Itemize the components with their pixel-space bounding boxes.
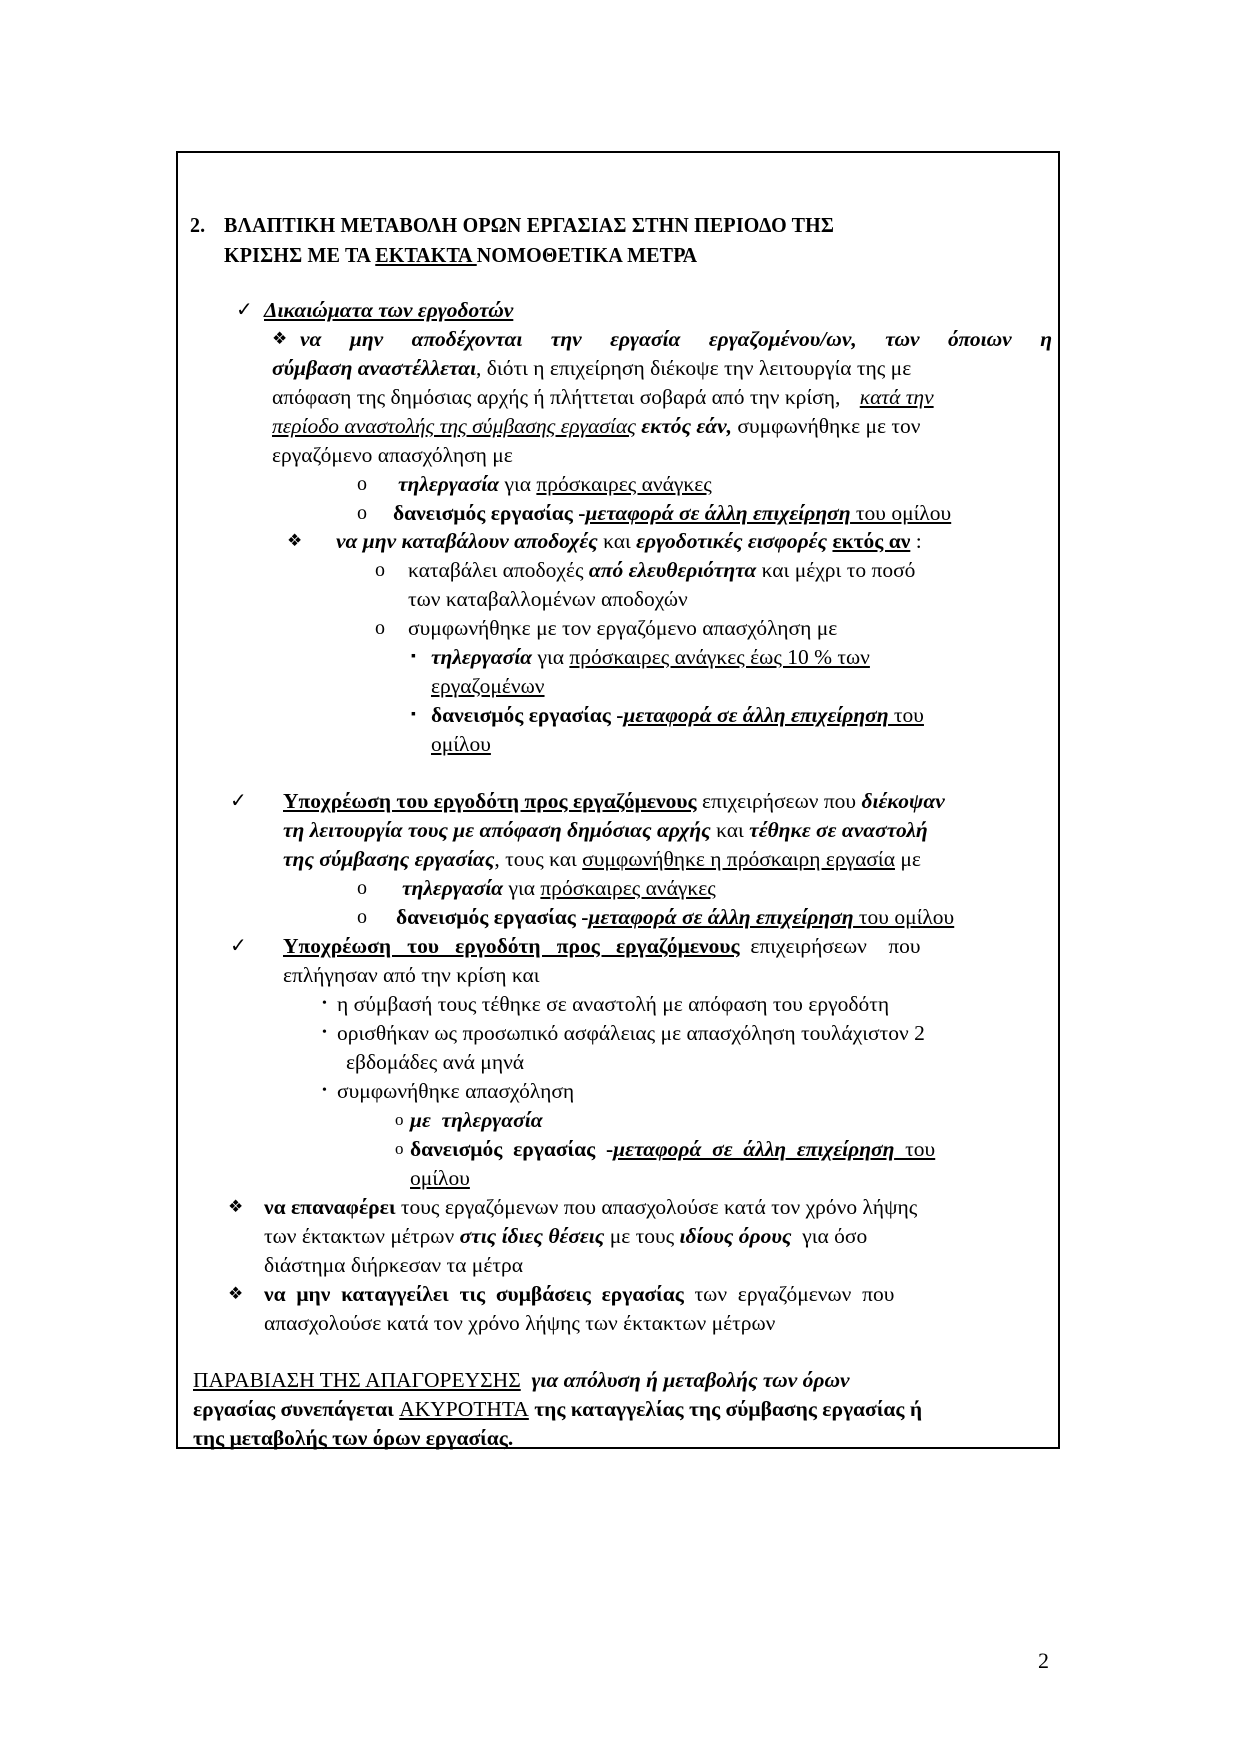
text-span: από ελευθεριότητα [588, 558, 757, 582]
text-span: να μην καταγγείλει τις συμβάσεις εργασίας [264, 1282, 684, 1306]
text-span: να μην καταβάλουν αποδοχές [336, 529, 598, 553]
obligation1-sub2 [396, 903, 954, 931]
text-span: της σύμβασης εργασίας [283, 847, 495, 871]
conclusion-line3: της μεταβολής των όρων εργασίας. [193, 1426, 514, 1450]
circle-bullet-icon: o [375, 617, 385, 639]
text-span: και [710, 818, 750, 842]
text-span: να επαναφέρει [264, 1195, 396, 1219]
diamond-bullet-icon: ❖ [272, 329, 288, 348]
obligation1-line1 [283, 787, 945, 815]
item2-s2-line1 [431, 701, 924, 729]
obligation2-b2-line1: ορισθήκαν ως προσωπικό ασφάλειας με απασχόληση τουλάχιστον 2 [337, 1021, 925, 1045]
text-span: απόφαση της δημόσιας αρχής ή πλήττεται σοβαρά από την κρίση, [272, 385, 841, 409]
text-span: σύμβαση αναστέλλεται [272, 356, 477, 380]
duty1-line1 [264, 1193, 917, 1221]
text-span: του [888, 703, 924, 727]
item2-s1-line2: εργαζομένων [431, 674, 545, 698]
item2-c1-line2: των καταβαλλομένων αποδοχών [408, 587, 688, 611]
text-span: της καταγγελίας της σύμβασης εργασίας ή [528, 1397, 923, 1421]
obligation2-c2-line1 [410, 1135, 935, 1163]
text-span: των εργαζόμενων που [683, 1282, 895, 1306]
item1-line5: εργαζόμενο απασχόληση με [272, 443, 513, 467]
text-span: και [597, 529, 637, 553]
text-span: για όσο [791, 1224, 868, 1248]
item1-line3 [272, 383, 934, 411]
duty1-line2 [264, 1222, 867, 1250]
duty2-line2: απασχολούσε κατά τον χρόνο λήψης των έκτακτων μέτρων [264, 1311, 776, 1335]
text-span: για [503, 876, 541, 900]
text-span: δανεισμός εργασίας [396, 905, 576, 929]
item1-sub2 [393, 499, 951, 527]
text-span: , τους και [494, 847, 583, 871]
section-title-line1: ΒΛΑΠΤΙΚΗ ΜΕΤΑΒΟΛΗ ΟΡΩΝ ΕΡΓΑΣΙΑΣ ΣΤΗΝ ΠΕΡΙΟΔΟ ΤΗΣ [224, 213, 835, 237]
obligation1-sub1 [402, 874, 716, 902]
text-span: δανεισμός εργασίας [410, 1137, 596, 1161]
text-span: , διότι η επιχείρηση διέκοψε την λειτουργία της με [476, 356, 912, 380]
text-span: εργοδοτικές εισφορές [636, 529, 828, 553]
circle-bullet-icon: o [375, 559, 385, 581]
text-span: τηλεργασία [398, 472, 500, 496]
item2-s2-line2: ομίλου [431, 732, 491, 756]
check-icon: ✓ [230, 790, 247, 812]
text-span: διέκοψαν [861, 789, 945, 813]
circle-bullet-icon: o [357, 906, 367, 928]
item1-sub1 [398, 470, 712, 498]
text-span: με τους [604, 1224, 680, 1248]
text-span: τους εργαζόμενων που απασχολούσε κατά τον χρόνο λήψης [395, 1195, 918, 1219]
text-span: - [610, 703, 624, 727]
text-span: μεταφορά σε άλλη επιχείρηση [585, 501, 851, 525]
text-span: τηλεργασία [402, 876, 504, 900]
circle-bullet-icon: o [395, 1139, 404, 1158]
text-span: Υποχρέωση του εργοδότη προς εργαζόμενους [283, 934, 740, 958]
text-span: καταβάλει αποδοχές [408, 558, 589, 582]
text-span: : [910, 529, 922, 553]
item2-s1-line1 [431, 643, 870, 671]
obligation2-b1: η σύμβασή τους τέθηκε σε αναστολή με απόφαση του εργοδότη [337, 992, 890, 1016]
title-underlined: ΕΚΤΑΚΤΑ [375, 243, 477, 267]
obligation2-line1 [283, 932, 921, 960]
text-span: του [894, 1137, 936, 1161]
obligation2-b2-line2: εβδομάδες ανά μηνά [346, 1050, 525, 1074]
diamond-bullet-icon: ❖ [287, 531, 303, 550]
obligation2-c2-line2: ομίλου [410, 1166, 470, 1190]
square-bullet-icon: ▪ [411, 707, 416, 722]
section-title-line2 [224, 241, 697, 269]
text-span: και μέχρι το ποσό [756, 558, 916, 582]
bullet-icon: • [322, 996, 327, 1011]
text-span: επιχειρήσεων που [696, 789, 862, 813]
text-span: τηλεργασία [431, 645, 533, 669]
obligation2-line2: επλήγησαν από την κρίση και [283, 963, 540, 987]
text-span: περίοδο αναστολής της σύμβασης εργασίας [272, 414, 636, 438]
text-span: - [595, 1137, 614, 1161]
obligation2-c1: με τηλεργασία [410, 1108, 543, 1132]
text-span: Υποχρέωση του εργοδότη προς εργαζόμενους [283, 789, 697, 813]
text-span: με [894, 847, 921, 871]
bullet-icon: • [322, 1025, 327, 1040]
text-span: συμφωνήθηκε η πρόσκαιρη εργασία [582, 847, 895, 871]
circle-bullet-icon: o [357, 877, 367, 899]
text-span: του ομίλου [850, 501, 952, 525]
conclusion-line1 [193, 1366, 850, 1394]
text-span: για απόλυση ή μεταβολής των όρων [520, 1368, 850, 1392]
text-span: πρόσκαιρες ανάγκες [540, 876, 716, 900]
text-span: για [532, 645, 570, 669]
text-span: στις ίδιες θέσεις [459, 1224, 605, 1248]
text-span: για [499, 472, 537, 496]
text-span: εκτός εάν, [641, 414, 733, 438]
item2-line1 [336, 527, 922, 555]
text-span: πρόσκαιρες ανάγκες έως 10 % των [569, 645, 870, 669]
title-text: ΚΡΙΣΗΣ ΜΕ ΤΑ [224, 243, 376, 267]
title-text: ΝΟΜΟΘΕΤΙΚΑ ΜΕΤΡΑ [476, 243, 698, 267]
text-span: του ομίλου [853, 905, 955, 929]
bullet-icon: • [322, 1083, 327, 1098]
text-span: τέθηκε σε αναστολή [749, 818, 928, 842]
text-span: μεταφορά σε άλλη επιχείρηση [613, 1137, 895, 1161]
diamond-bullet-icon: ❖ [228, 1197, 244, 1216]
page-number: 2 [1038, 1648, 1049, 1673]
text-span: μεταφορά σε άλλη επιχείρηση [588, 905, 854, 929]
text-span: πρόσκαιρες ανάγκες [536, 472, 712, 496]
text-span: δανεισμός εργασίας [431, 703, 611, 727]
text-span: ιδίους όρους [679, 1224, 792, 1248]
square-bullet-icon: ▪ [411, 649, 416, 664]
circle-bullet-icon: o [395, 1110, 404, 1129]
item1-line4 [272, 412, 921, 440]
text-span: - [572, 501, 586, 525]
text-span: εκτός αν [832, 529, 911, 553]
duty2-line1 [264, 1280, 894, 1308]
text-span: επιχειρήσεων που [739, 934, 921, 958]
item2-c1-line1 [408, 556, 915, 584]
item2-c2: συμφωνήθηκε με τον εργαζόμενο απασχόληση με [408, 616, 838, 640]
check-icon: ✓ [236, 299, 253, 321]
text-span: των έκτακτων μέτρων [264, 1224, 460, 1248]
text-span: ΑΚΥΡΟΤΗΤΑ [399, 1397, 529, 1421]
duty1-line3: διάστημα διήρκεσαν τα μέτρα [264, 1253, 523, 1277]
circle-bullet-icon: o [357, 502, 367, 524]
text-span: μεταφορά σε άλλη επιχείρηση [623, 703, 889, 727]
text-span: - [575, 905, 589, 929]
obligation1-line3 [283, 845, 921, 873]
item1-line2 [272, 354, 911, 382]
text-span: συμφωνήθηκε με τον [737, 414, 921, 438]
text-span: ΠΑΡΑΒΙΑΣΗ ΤΗΣ ΑΠΑΓΟΡΕΥΣΗΣ [193, 1368, 521, 1392]
text-span: τη λειτουργία τους με απόφαση δημόσιας αρχής [283, 818, 711, 842]
diamond-bullet-icon: ❖ [228, 1284, 244, 1303]
circle-bullet-icon: o [357, 473, 367, 495]
employer-rights-heading: Δικαιώματα των εργοδοτών [264, 298, 514, 322]
check-icon: ✓ [230, 935, 247, 957]
text-span: κατά την [859, 385, 934, 409]
text-span: δανεισμός εργασίας [393, 501, 573, 525]
obligation1-line2 [283, 816, 928, 844]
conclusion-line2 [193, 1395, 922, 1423]
obligation2-b3: συμφωνήθηκε απασχόληση [337, 1079, 575, 1103]
section-number: 2. [190, 213, 206, 237]
item1-line1: να μην αποδέχονται την εργασία εργαζομένου/ων, των όποιων η [300, 327, 1052, 351]
text-span: εργασίας συνεπάγεται [193, 1397, 400, 1421]
